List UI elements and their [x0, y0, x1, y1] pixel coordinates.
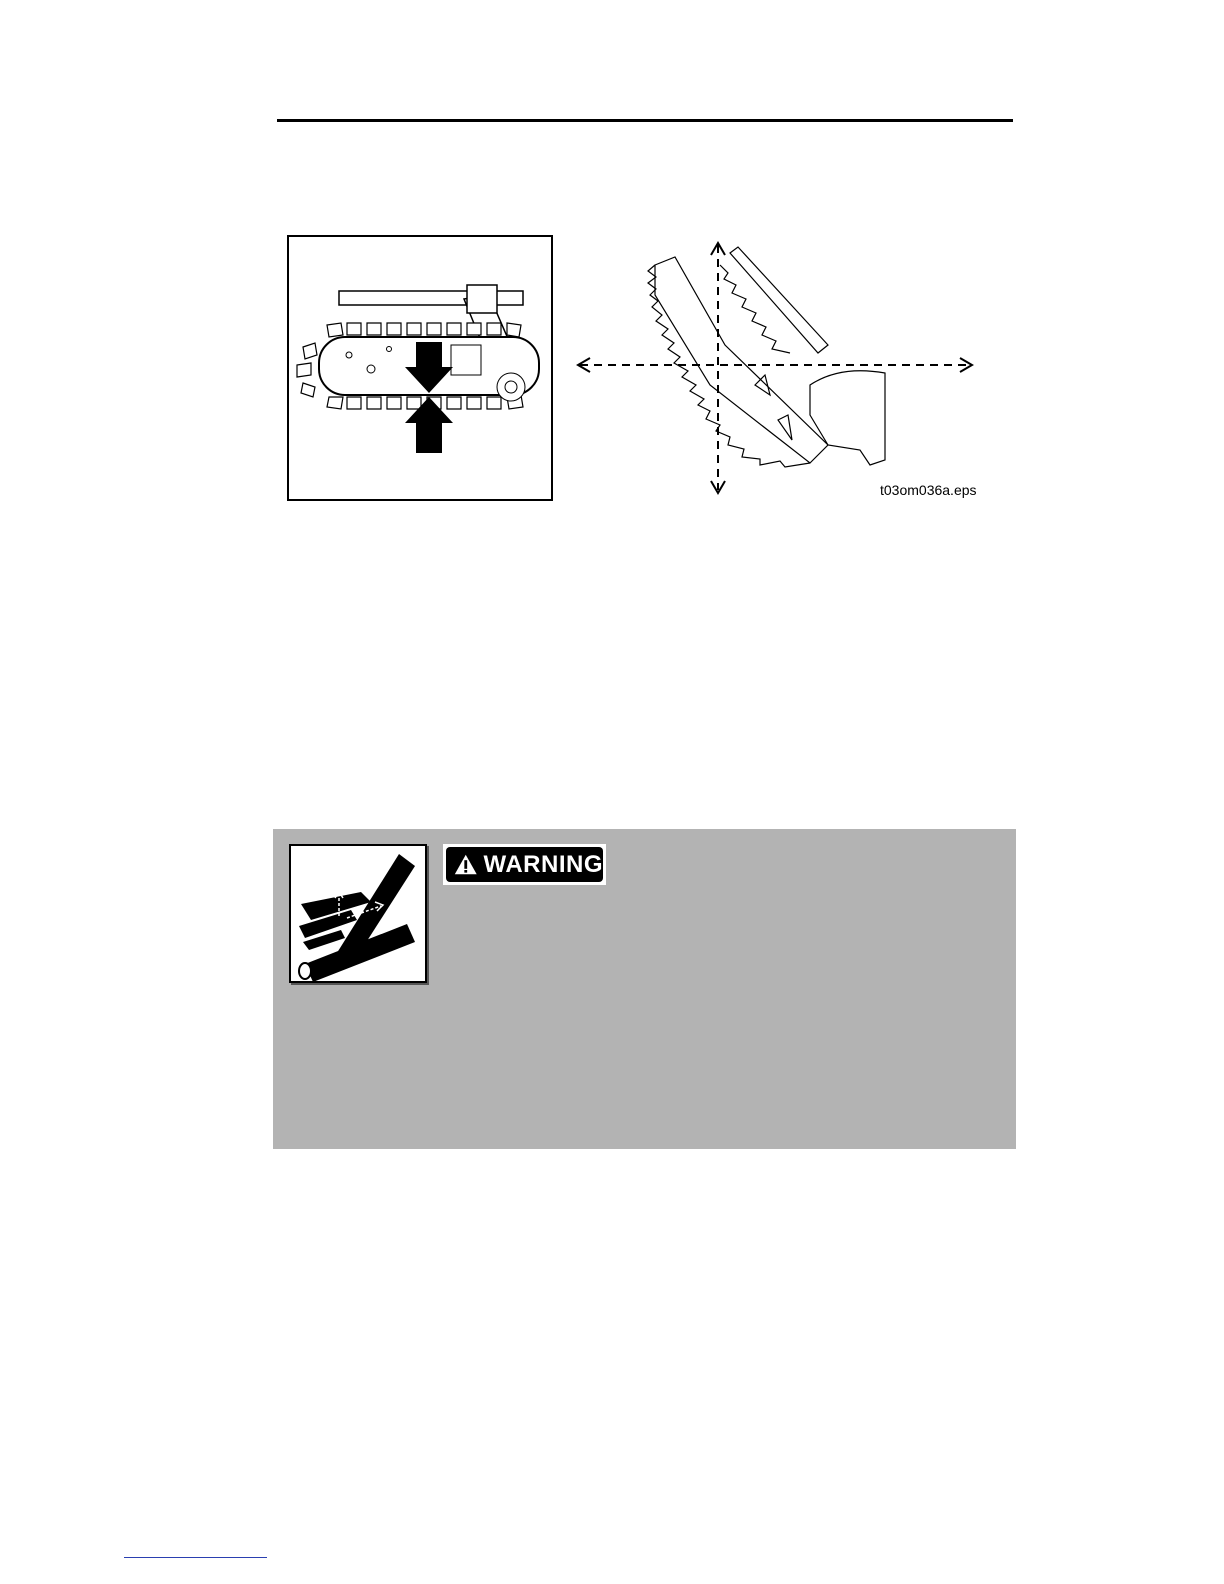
- footer-link-underline[interactable]: [124, 1557, 267, 1558]
- header-rule: [277, 119, 1013, 122]
- hand-injection-hazard-icon: [289, 844, 427, 983]
- trencher-chain-illustration: [289, 237, 551, 499]
- figure-caption: t03om036a.eps: [880, 482, 977, 498]
- exclamation-triangle-icon: [454, 851, 478, 878]
- warning-badge: [443, 844, 606, 885]
- chain-adjustment-figure: [287, 235, 553, 501]
- warning-panel: [273, 829, 1016, 1149]
- boom-angle-illustration: [560, 235, 1000, 505]
- warning-signal-word: WARNING: [483, 850, 603, 878]
- boom-angle-figure: [560, 235, 1000, 505]
